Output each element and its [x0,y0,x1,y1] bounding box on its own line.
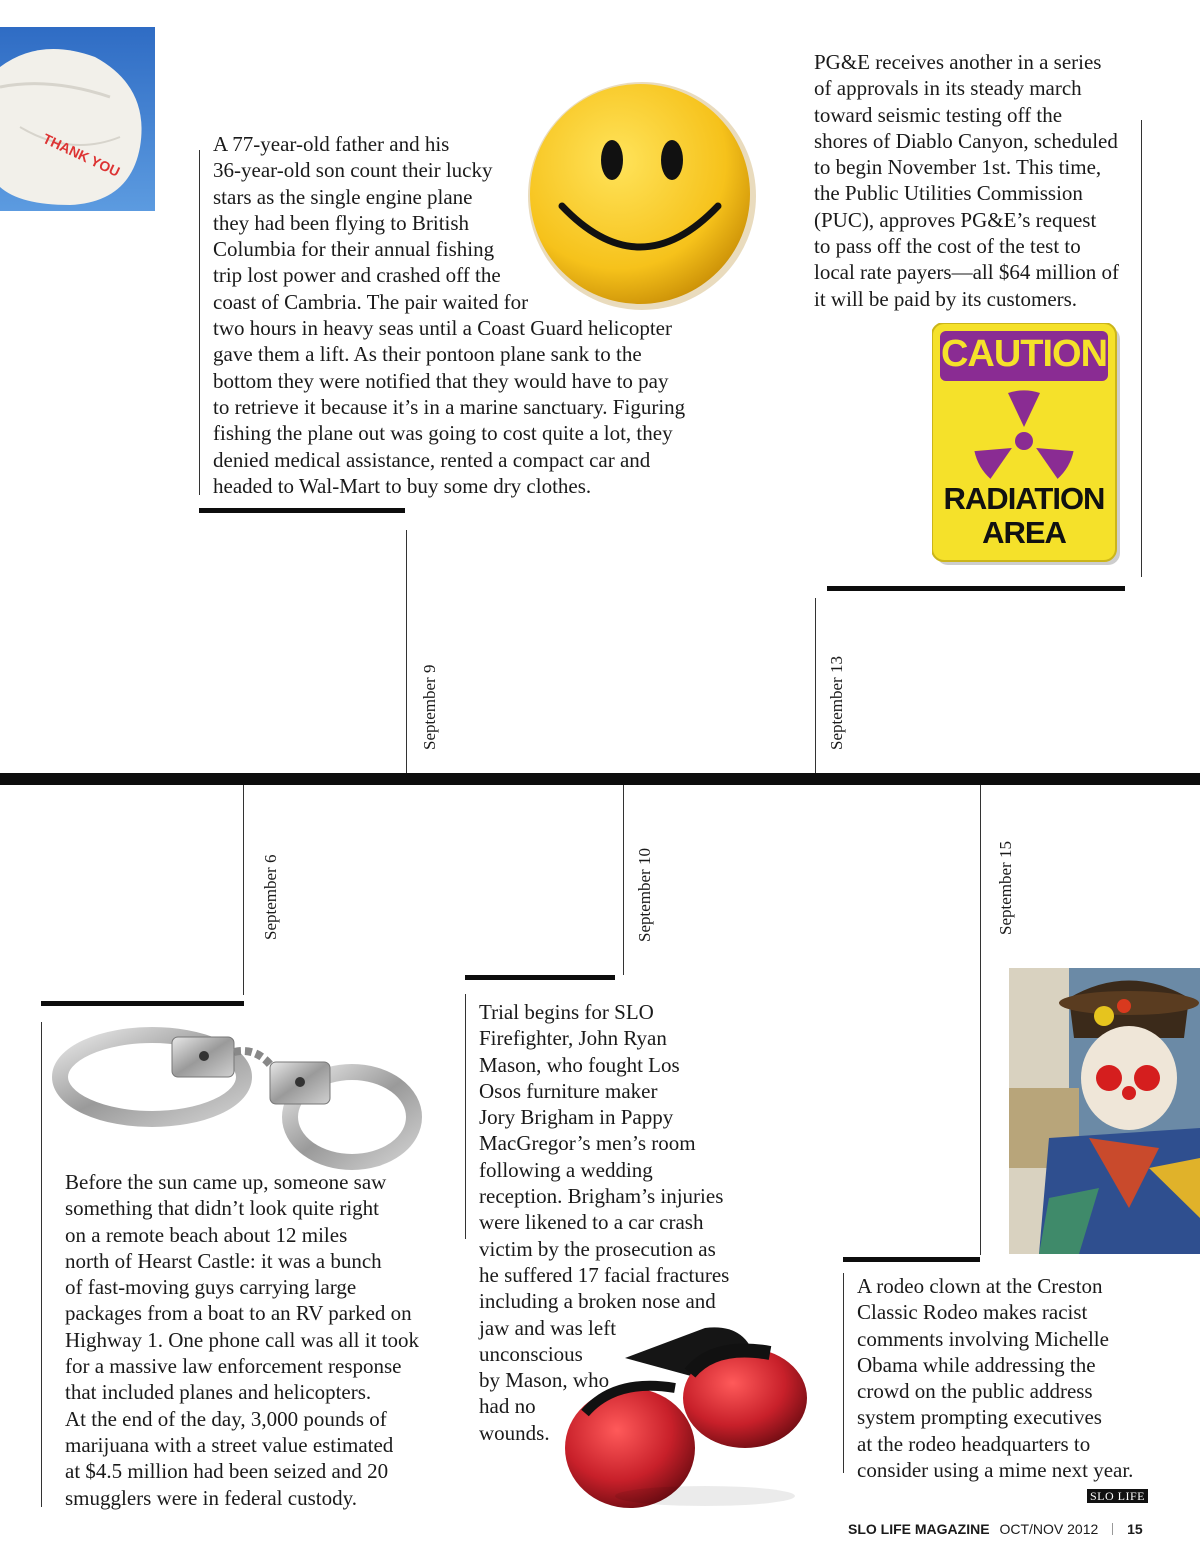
date-label-september-15: September 15 [996,841,1015,935]
story-september-10: Trial begins for SLO Firefighter, John Ryan Mason, who fought Los Osos furniture maker Jory Brigham in Pappy MacGregor’s men’s room following a wedding reception. Brigham’s injuries were likened to a car crash victim by the prosecution as he suffered 17 facial fractures including a broken nose and jaw and was left unconscious by Mason, who had no wounds. [479,1000,730,1445]
bag-print-text: THANK YOU [40,130,123,180]
timeline-main-axis [0,773,1200,785]
boxing-gloves-image [555,1318,815,1518]
story-september-13: PG&E receives another in a series of approvals in its steady march toward seismic testing off the shores of Diablo Canyon, scheduled to begin November 1st. This time, the Public Utilities Commission (PUC), approves PG&E’s request to pass off the cost of the test to local rate payers—all $64 million of it will be paid by its customers. [814,50,1119,311]
footer-separator [1112,1523,1113,1535]
timeline-tick-september-9 [406,530,407,773]
footer-issue: OCT/NOV 2012 [999,1521,1099,1537]
radiation-caution-sign [932,323,1122,567]
story-september-15: A rodeo clown at the Creston Classic Rodeo makes racist comments involving Michelle Obama while addressing the crowd on the public address system prompting executives at the rodeo headquarters to consider using a mime next year. [857,1274,1134,1483]
rodeo-clown-painting [1009,968,1200,1254]
footer-page-number: 15 [1127,1521,1143,1537]
story-september-6-rule [41,1022,42,1507]
slo-life-logo: SLO LIFE [1087,1489,1148,1503]
story-september-9-rule [199,150,200,495]
story-september-9: A 77-year-old father and his 36-year-old son count their lucky stars as the single engine plane they had been flying to British Columbia for their annual fishing trip lost power and crashed off the coast of Cambria. The pair waited for two hours in heavy seas until a Coast Guard helicopter gave them a lift. As their pontoon plane sank to the bottom they were notified that they would have to pay to retrieve it because it’s in a marine sanctuary. Figuring fishing the plane out was going to cost quite a lot, they denied medical assistance, rented a compact car and headed to Wal-Mart to buy some dry clothes. [213,132,686,498]
story-september-6: Before the sun came up, someone saw something that didn’t look quite right on a remote beach about 12 miles north of Hearst Castle: it was a bunch of fast-moving guys carrying large packages from a boat to an RV parked on Highway 1. One phone call was all it took for a massive law enforcement response that included planes and helicopters. At the end of the day, 3,000 pounds of marijuana with a street value estimated at $4.5 million had been seized and 20 smugglers were in federal custody. [65,1170,420,1510]
handcuffs-image [52,1022,424,1172]
sign-radiation-text: RADIATION [943,481,1105,516]
timeline-connector-september-13 [827,586,1125,591]
story-september-10-rule [465,994,466,1239]
timeline-tick-september-10 [623,785,624,975]
timeline-connector-september-15 [843,1257,980,1262]
footer-bar [848,1520,1143,1538]
date-label-september-6: September 6 [261,854,280,940]
footer-magazine-name: SLO LIFE MAGAZINE [848,1521,990,1537]
sign-caution-text: CAUTION [940,333,1108,375]
story-september-15-rule [843,1273,844,1473]
story-september-13-rule [1141,120,1142,577]
timeline-connector-september-6 [41,1001,244,1006]
date-label-september-13: September 13 [827,656,846,750]
date-label-september-10: September 10 [635,848,654,942]
timeline-tick-september-15 [980,785,981,1255]
timeline-connector-september-10 [465,975,615,980]
sign-area-text: AREA [982,515,1066,550]
timeline-tick-september-6 [243,785,244,995]
date-label-september-9: September 9 [420,664,439,750]
timeline-connector-september-9 [199,508,405,513]
plastic-bag-photo [0,27,155,211]
timeline-tick-september-13 [815,598,816,773]
